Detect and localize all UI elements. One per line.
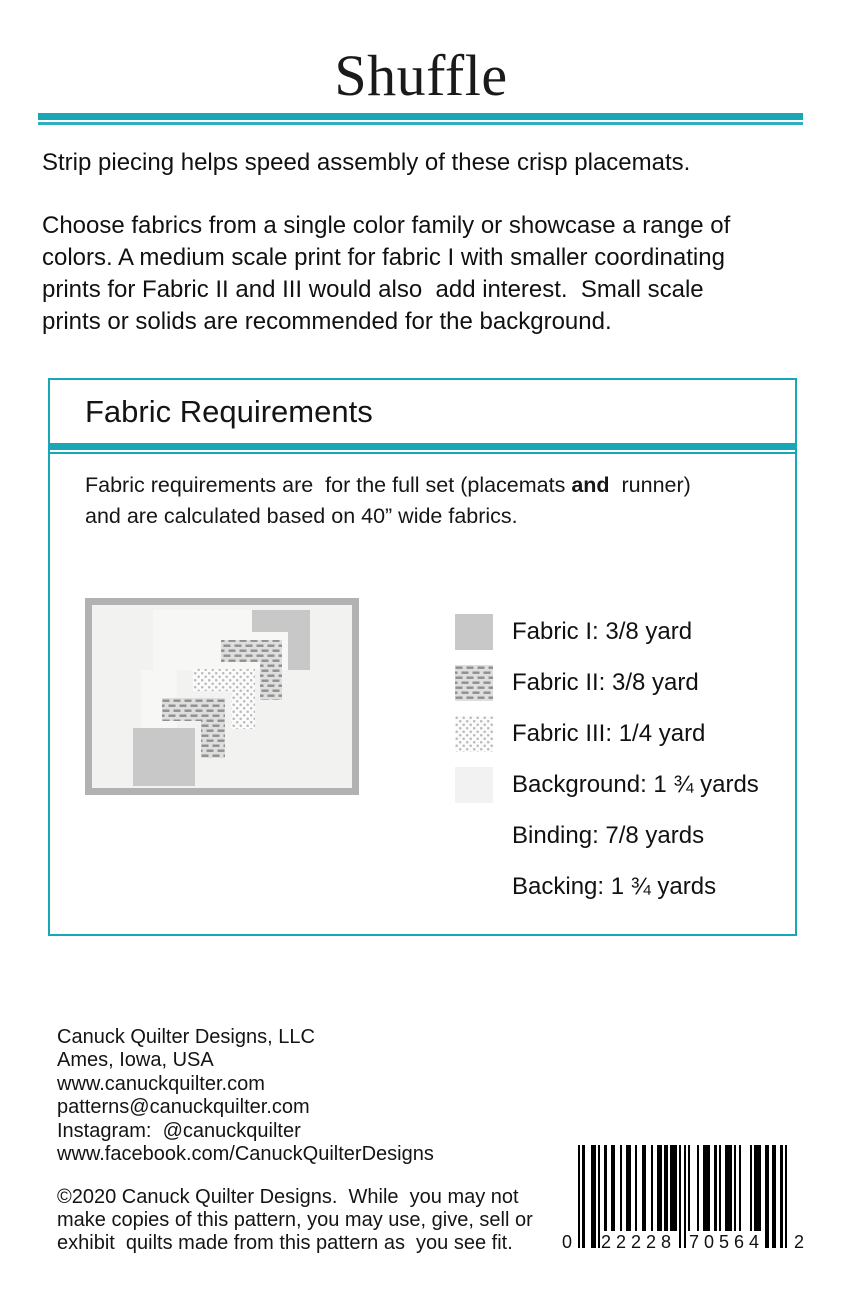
intro-line: prints or solids are recommended for the background. <box>42 308 612 335</box>
company-name: Canuck Quilter Designs, LLC <box>57 1026 315 1048</box>
box-divider-thick-line <box>50 443 795 450</box>
background-swatch <box>455 767 493 803</box>
description-text: runner) <box>609 473 691 497</box>
upc-barcode <box>562 1145 805 1257</box>
fabric-1-square <box>133 728 195 786</box>
barcode-digits-right: 70564 <box>688 1232 765 1252</box>
title-divider <box>38 113 803 125</box>
intro-paragraph-2 <box>42 210 812 338</box>
contact-info <box>57 1026 434 1166</box>
fabric-2-swatch <box>455 665 493 701</box>
legend-label: Fabric I: 3/8 yard <box>512 617 693 645</box>
fabric-requirements-description <box>85 470 765 532</box>
intro-line: colors. A medium scale print for fabric I with smaller coordinating <box>42 244 725 271</box>
dash-pattern-swatch <box>455 665 493 701</box>
company-location: Ames, Iowa, USA <box>57 1049 214 1072</box>
legend-label: Fabric II: 3/8 yard <box>512 668 699 696</box>
legend-label: Fabric III: 1/4 yard <box>512 719 706 747</box>
fabric-requirements-heading: Fabric Requirements <box>85 394 373 429</box>
placemat-diagram-svg <box>85 598 359 795</box>
intro-paragraph-1: Strip piecing helps speed assembly of these crisp placemats. <box>42 149 691 176</box>
divider-thick-line <box>38 113 803 120</box>
instagram-handle: Instagram: @canuckquilter <box>57 1119 301 1142</box>
copyright-line: ©2020 Canuck Quilter Designs. While you may not <box>57 1186 519 1208</box>
fabric-3-swatch <box>455 716 493 752</box>
fabric-legend <box>455 606 759 912</box>
legend-item-fabric-1 <box>455 606 759 657</box>
page-title: Shuffle <box>334 43 508 108</box>
legend-item-fabric-3 <box>455 708 759 759</box>
fabric-1-swatch <box>455 614 493 650</box>
box-divider <box>50 443 795 454</box>
website-url: www.canuckquilter.com <box>57 1072 265 1095</box>
description-bold-and: and <box>571 473 610 497</box>
placemat-diagram <box>85 598 359 795</box>
fabric-requirements-box <box>48 378 797 936</box>
legend-label: Backing: 1 ¾ yards <box>512 872 717 900</box>
legend-label: Background: 1 ¾ yards <box>512 770 759 798</box>
intro-line: prints for Fabric II and III would also add interest. Small scale <box>42 276 704 303</box>
barcode-digit-last: 2 <box>794 1232 805 1252</box>
divider-thin-line <box>38 122 803 125</box>
description-line-1 <box>85 470 765 501</box>
intro-line: Choose fabrics from a single color family or showcase a range of <box>42 212 731 239</box>
barcode-digits-left: 22228 <box>600 1232 677 1252</box>
copyright-line: exhibit quilts made from this pattern as you see fit. <box>57 1232 513 1255</box>
description-text: Fabric requirements are for the full set (placemats <box>85 473 572 497</box>
facebook-url: www.facebook.com/CanuckQuilterDesigns <box>57 1143 434 1166</box>
barcode-digit-first: 0 <box>562 1232 573 1252</box>
legend-item-binding <box>455 810 759 861</box>
diamond-pattern-swatch <box>455 716 493 752</box>
box-divider-thin-line <box>50 452 795 454</box>
legend-item-fabric-2 <box>455 657 759 708</box>
copyright-notice <box>57 1186 533 1256</box>
legend-label: Binding: 7/8 yards <box>512 821 705 849</box>
legend-item-backing <box>455 861 759 912</box>
copyright-line: make copies of this pattern, you may use, give, sell or <box>57 1209 533 1232</box>
email-address: patterns@canuckquilter.com <box>57 1096 310 1119</box>
legend-item-background <box>455 759 759 810</box>
description-line-2: and are calculated based on 40” wide fabrics. <box>85 504 518 528</box>
